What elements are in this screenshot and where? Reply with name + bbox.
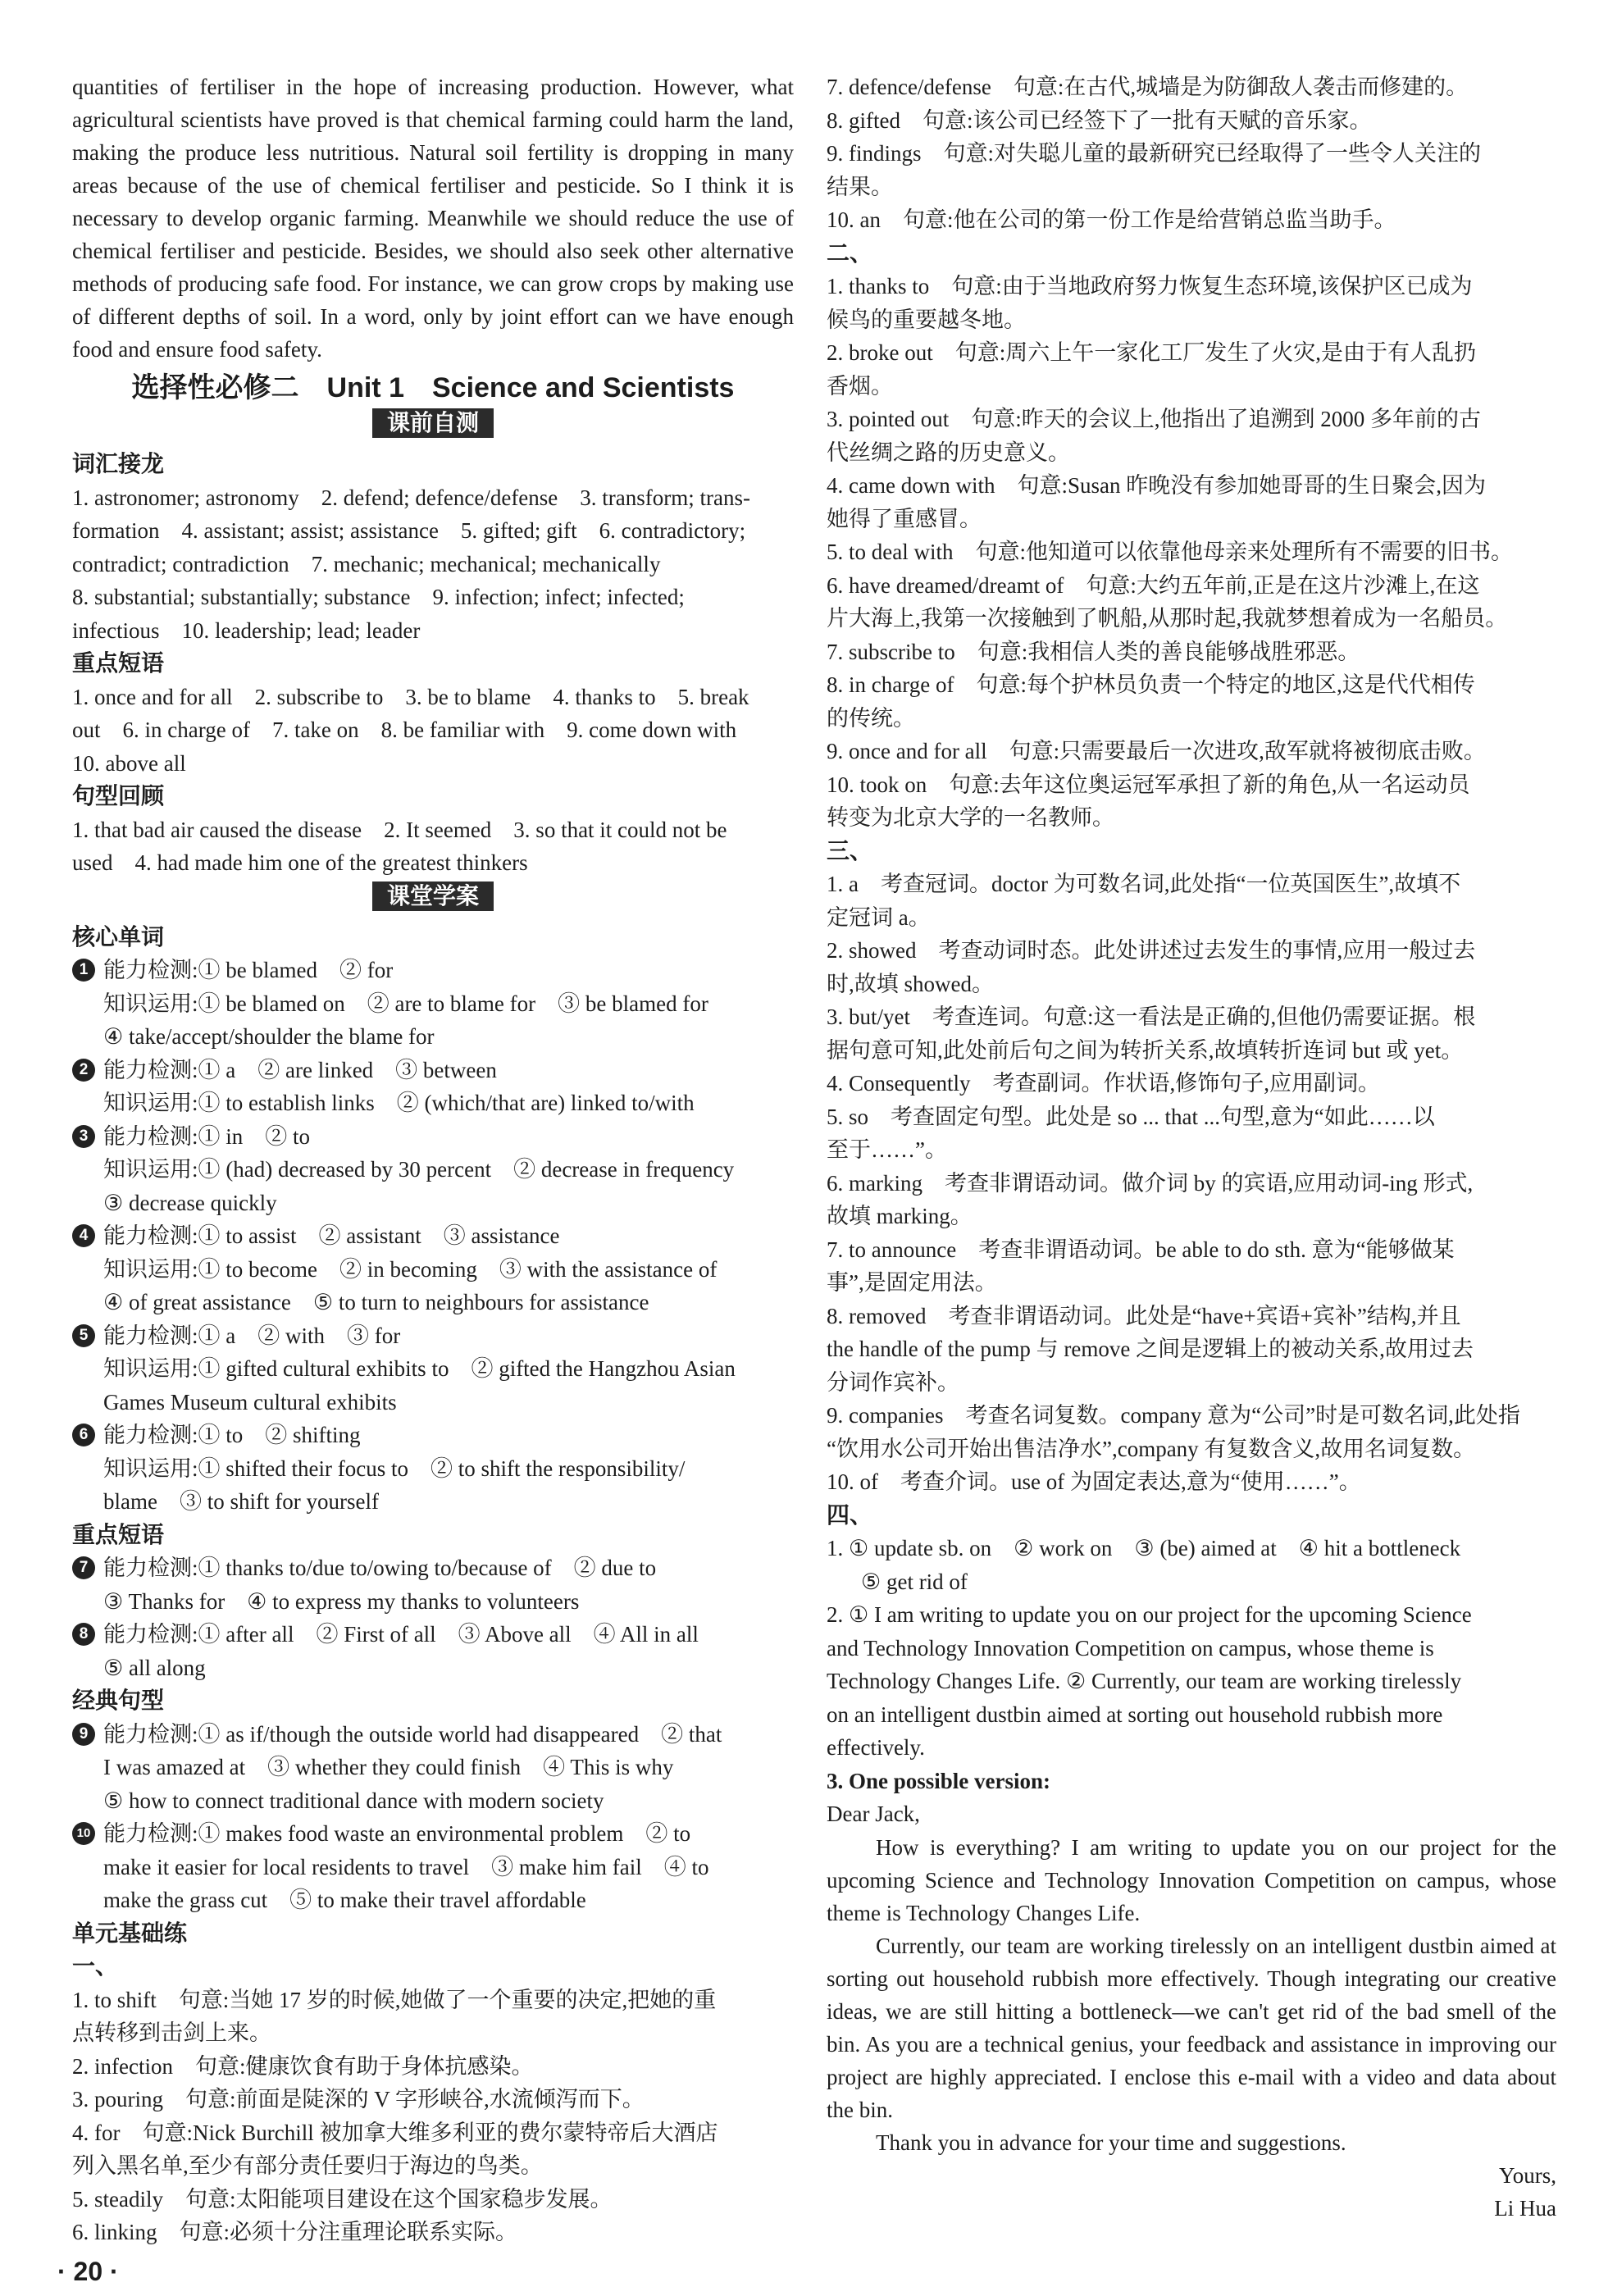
answer-line: 5. to deal with 句意:他知道可以依靠他母亲来处理所有不需要的旧书。 bbox=[827, 540, 1513, 564]
core-item-line: blame ③ to shift for yourself bbox=[103, 1489, 379, 1514]
answer-line: 分词作宾补。 bbox=[827, 1369, 959, 1395]
classic-item-line: I was amazed at ③ whether they could finish ④ This is why bbox=[103, 1755, 674, 1779]
answer-line: 片大海上,我第一次接触到了帆船,从那时起,我就梦想着成为一名船员。 bbox=[827, 606, 1508, 631]
answer-line: 2. infection 句意:健康饮食有助于身体抗感染。 bbox=[72, 2053, 534, 2079]
core-item-line: 知识运用:① to become ② in becoming ③ with the assistance of bbox=[103, 1256, 718, 1282]
letter-greeting: Dear Jack, bbox=[827, 1802, 920, 1826]
classic-item-line: ⑤ how to connect traditional dance with modern society bbox=[103, 1788, 604, 1813]
answer-line: 7. to announce 考查非谓语动词。be able to do sth. 意为“能够做某 bbox=[827, 1237, 1455, 1262]
phrases-line: 1. once and for all 2. subscribe to 3. be to blame 4. thanks to 5. break bbox=[72, 684, 749, 709]
answer-line: and Technology Innovation Competition on campus, whose theme is bbox=[827, 1635, 1434, 1660]
sentence-list bbox=[72, 813, 794, 880]
sentence-line: used 4. had made him one of the greatest thinkers bbox=[72, 850, 528, 875]
answer-line: 代丝绸之路的历史意义。 bbox=[827, 440, 1070, 465]
core-item-line: 知识运用:① shifted their focus to ② to shift the responsibility/ bbox=[103, 1456, 686, 1481]
answer-line: 6. have dreamed/dreamt of 句意:大约五年前,正是在这片沙滩上,在这 bbox=[827, 572, 1480, 598]
number-badge: 10 bbox=[72, 1822, 95, 1845]
core-item bbox=[72, 1219, 794, 1319]
section-one-list bbox=[72, 1984, 794, 2249]
core-item-line: 知识运用:① be blamed on ② are to blame for ③ be blamed for bbox=[103, 991, 708, 1016]
vocab-line: infectious 10. leadership; lead; leader bbox=[72, 617, 421, 643]
answer-line: “饮用水公司开始出售洁净水”,company 有复数含义,故用名词复数。 bbox=[827, 1436, 1476, 1461]
answer-line: 时,故填 showed。 bbox=[827, 971, 994, 996]
number-badge: 1 bbox=[72, 959, 95, 982]
answer-line: 7. subscribe to 句意:我相信人类的善良能够战胜邪恶。 bbox=[827, 639, 1360, 664]
section-three-list bbox=[827, 868, 1556, 1499]
number-badge: 5 bbox=[72, 1324, 95, 1347]
answer-line: 10. an 句意:他在公司的第一份工作是给营销总监当助手。 bbox=[827, 207, 1396, 232]
section-three-label: 三、 bbox=[827, 837, 873, 863]
core-item-line: Games Museum cultural exhibits bbox=[103, 1389, 397, 1414]
classic-item bbox=[72, 1718, 794, 1818]
letter-closing: Yours, bbox=[1498, 2162, 1556, 2188]
answer-line: 5. steadily 句意:太阳能项目建设在这个国家稳步发展。 bbox=[72, 2186, 613, 2212]
phrases-heading: 重点短语 bbox=[72, 650, 165, 676]
classic-item-line: make the grass cut ⑤ to make their travel affordable bbox=[103, 1888, 586, 1912]
phrase-item-line: 能力检测:① thanks to/due to/owing to/because of ② due to bbox=[103, 1556, 657, 1580]
unit-title: 选择性必修二 Unit 1 Science and Scientists bbox=[131, 372, 735, 403]
banner-in-class bbox=[72, 882, 794, 918]
answer-line: 10. of 考查介词。use of 为固定表达,意为“使用……”。 bbox=[827, 1469, 1361, 1494]
number-badge: 2 bbox=[72, 1059, 95, 1082]
classic-item-line: 能力检测:① as if/though the outside world had disappeared ② that bbox=[103, 1721, 722, 1747]
answer-line: 9. companies 考查名词复数。company 意为“公司”时是可数名词,此处指 bbox=[827, 1403, 1520, 1428]
section-four-part1 bbox=[827, 1532, 1556, 1598]
answer-line: on an intelligent dustbin aimed at sorting out household rubbish more bbox=[827, 1702, 1443, 1727]
vocab-line: formation 4. assistant; assist; assistance 5. gifted; gift 6. contradictory; bbox=[72, 518, 746, 543]
answer-line: 点转移到击剑上来。 bbox=[72, 2020, 271, 2045]
core-item-line: 知识运用:① (had) decreased by 30 percent ② decrease in frequency bbox=[103, 1157, 735, 1182]
answer-line: 香烟。 bbox=[827, 373, 893, 399]
core-item bbox=[72, 1319, 794, 1419]
answer-line: 3. pouring 句意:前面是陡深的 V 字形峡谷,水流倾泻而下。 bbox=[72, 2087, 645, 2112]
core-words-heading: 核心单词 bbox=[72, 923, 165, 950]
answer-line: Technology Changes Life. ② Currently, our team are working tirelessly bbox=[827, 1669, 1462, 1693]
classic-item-line: make it easier for local residents to travel ③ make him fail ④ to bbox=[103, 1854, 709, 1879]
answer-line: 4. Consequently 考查副词。作状语,修饰句子,应用副词。 bbox=[827, 1071, 1380, 1096]
number-badge: 7 bbox=[72, 1556, 95, 1579]
unit-basic-heading: 单元基础练 bbox=[72, 1920, 188, 1946]
answer-line: 的传统。 bbox=[827, 705, 915, 731]
core-item-line: 能力检测:① to assist ② assistant ③ assistance bbox=[103, 1223, 560, 1248]
left-column bbox=[72, 71, 794, 2249]
core-item bbox=[72, 954, 794, 1054]
phrase-item-line: 能力检测:① after all ② First of all ③ Above all ④ All in all bbox=[103, 1622, 699, 1647]
answer-line: 5. so 考查固定句型。此处是 so ... that ...句型,意为“如此……以 bbox=[827, 1104, 1435, 1129]
letter-paragraph: Currently, our team are working tirelessly on an intelligent dustbin aimed at sorting out household rubbish more effectively. Though integrating our creative ideas, we are still hitting a bottleneck—we can't get rid of the bad smell of the bin. As you are a technical genius, your feedback and assistance in improving our project are highly appreciated. I enclose this e-mail with a video and data about the bin. bbox=[827, 1933, 1556, 2122]
answer-line: 3. pointed out 句意:昨天的会议上,他指出了追溯到 2000 多年前的古 bbox=[827, 407, 1481, 431]
answer-line: 1. to shift 句意:当她 17 岁的时候,她做了一个重要的决定,把她的重 bbox=[72, 1987, 717, 2012]
answer-line: 1. thanks to 句意:由于当地政府努力恢复生态环境,该保护区已成为 bbox=[827, 274, 1473, 298]
answer-line: 4. for 句意:Nick Burchill 被加拿大维多利亚的费尔蒙特帝后大酒店 bbox=[72, 2120, 718, 2145]
answer-line: 候鸟的重要越冬地。 bbox=[827, 307, 1026, 332]
vocab-heading: 词汇接龙 bbox=[72, 451, 165, 476]
answer-line: 8. removed 考查非谓语动词。此处是“have+宾语+宾补”结构,并且 bbox=[827, 1303, 1461, 1328]
answer-line: 转变为北京大学的一名教师。 bbox=[827, 805, 1114, 830]
section-four-part3-heading: 3. One possible version: bbox=[827, 1768, 1051, 1793]
section-four-label: 四、 bbox=[827, 1501, 873, 1528]
answer-line: 3. but/yet 考查连词。句意:这一看法是正确的,但他仍需要证据。根 bbox=[827, 1004, 1476, 1029]
phrases-list bbox=[72, 681, 794, 781]
core-item-line: 知识运用:① gifted cultural exhibits to ② gifted the Hangzhou Asian bbox=[103, 1356, 736, 1381]
banner-pre-class bbox=[72, 408, 794, 444]
classic-item bbox=[72, 1817, 794, 1917]
classic-sentences-heading: 经典句型 bbox=[72, 1688, 165, 1713]
answer-line: 她得了重感冒。 bbox=[827, 506, 982, 531]
answer-line: 事”,是固定用法。 bbox=[827, 1270, 997, 1295]
sentence-heading: 句型回顾 bbox=[72, 783, 165, 809]
answer-line: effectively. bbox=[827, 1735, 925, 1760]
section-two-label: 二、 bbox=[827, 239, 873, 266]
phrase-item bbox=[72, 1551, 794, 1618]
vocab-line: 1. astronomer; astronomy 2. defend; defence/defense 3. transform; trans- bbox=[72, 485, 750, 510]
core-item-line: 能力检测:① be blamed ② for bbox=[103, 958, 394, 982]
answer-line: 据句意可知,此处前后句之间为转折关系,故填转折连词 but 或 yet。 bbox=[827, 1037, 1464, 1063]
phrases-line: out 6. in charge of 7. take on 8. be familiar with 9. come down with bbox=[72, 718, 737, 742]
core-item-line: ④ of great assistance ⑤ to turn to neighbours for assistance bbox=[103, 1290, 649, 1314]
core-item-line: 能力检测:① a ② are linked ③ between bbox=[103, 1057, 497, 1082]
core-item-line: ④ take/accept/shoulder the blame for bbox=[103, 1024, 435, 1049]
answer-line: 列入黑名单,至少有部分责任要归于海边的鸟类。 bbox=[72, 2153, 543, 2178]
answer-line: 1. a 考查冠词。doctor 为可数名词,此处指“一位英国医生”,故填不 bbox=[827, 872, 1461, 896]
core-item bbox=[72, 1120, 794, 1220]
banner-pre-class-label: 课前自测 bbox=[372, 408, 494, 438]
answer-line: 8. gifted 句意:该公司已经签下了一批有天赋的音乐家。 bbox=[827, 107, 1372, 133]
answer-line: 2. ① I am writing to update you on our project for the upcoming Science bbox=[827, 1602, 1472, 1627]
answer-line: 至于……”。 bbox=[827, 1137, 947, 1162]
answer-line: 9. once and for all 句意:只需要最后一次进攻,敌军就将被彻底击败。 bbox=[827, 739, 1486, 763]
answer-line: 2. showed 考查动词时态。此处讲述过去发生的事情,应用一般过去 bbox=[827, 938, 1476, 963]
answer-line: 6. marking 考查非谓语动词。做介词 by 的宾语,应用动词-ing 形式, bbox=[827, 1170, 1474, 1196]
vocab-line: 8. substantial; substantially; substance 9. infection; infect; infected; bbox=[72, 585, 685, 609]
letter-paragraph: Thank you in advance for your time and suggestions. bbox=[876, 2130, 1346, 2155]
intro-paragraph: quantities of fertiliser in the hope of increasing production. However, what agricultural scientists have proved is that chemical farming could harm the land, making the produce less nutritious. Natural soil fertility is dropping in many areas because of the use of chemical fertiliser and pesticide. So I think it is necessary to develop organic farming. Meanwhile we should reduce the use of chemical fertiliser and pesticide. Besides, we should also seek other alternative methods of producing safe food. For instance, we can grow crops by making use of different depths of soil. In a word, only by joint effort can we have enough food and ensure food safety. bbox=[72, 75, 794, 362]
answer-line: 故填 marking。 bbox=[827, 1204, 973, 1228]
core-item-line: 能力检测:① in ② to bbox=[103, 1123, 311, 1149]
core-item-line: 能力检测:① a ② with ③ for bbox=[103, 1323, 401, 1348]
answer-line: 定冠词 a。 bbox=[827, 904, 931, 930]
page-number: · 20 · bbox=[57, 2257, 119, 2286]
number-badge: 4 bbox=[72, 1224, 95, 1247]
phrase-item bbox=[72, 1618, 794, 1684]
answer-line: ⑤ get rid of bbox=[861, 1569, 968, 1594]
core-item-line: 能力检测:① to ② shifting bbox=[103, 1423, 361, 1447]
sentence-line: 1. that bad air caused the disease 2. It seemed 3. so that it could not be bbox=[72, 817, 727, 842]
section-one-label: 一、 bbox=[72, 1953, 119, 1979]
banner-in-class-label: 课堂学案 bbox=[372, 882, 494, 911]
right-column bbox=[827, 71, 1556, 2225]
answer-line: 4. came down with 句意:Susan 昨晚没有参加她哥哥的生日聚会,因为 bbox=[827, 473, 1486, 498]
phrase-item-line: ⑤ all along bbox=[103, 1655, 206, 1680]
answer-line: 6. linking 句意:必须十分注重理论联系实际。 bbox=[72, 2220, 518, 2244]
phrases-line: 10. above all bbox=[72, 750, 186, 776]
number-badge: 3 bbox=[72, 1125, 95, 1148]
answer-line: 1. ① update sb. on ② work on ③ (be) aimed at ④ hit a bottleneck bbox=[827, 1536, 1461, 1560]
answer-line: the handle of the pump 与 remove 之间是逻辑上的被动关系,故用过去 bbox=[827, 1337, 1474, 1361]
letter-paragraph: How is everything? I am writing to update you on our project for the upcoming Science and Technology Innovation Competition on campus, whose theme is Technology Changes Life. bbox=[827, 1834, 1556, 1925]
core-item-line: 知识运用:① to establish links ② (which/that are) linked to/with bbox=[103, 1091, 695, 1115]
number-badge: 8 bbox=[72, 1623, 95, 1646]
section-two-list bbox=[827, 270, 1556, 835]
answer-line: 结果。 bbox=[827, 174, 893, 199]
answer-line: 8. in charge of 句意:每个护林员负责一个特定的地区,这是代代相传 bbox=[827, 672, 1475, 697]
core-item bbox=[72, 1054, 794, 1120]
letter-signature: Li Hua bbox=[1494, 2196, 1556, 2221]
core-item-line: ③ decrease quickly bbox=[103, 1190, 277, 1215]
core-item bbox=[72, 1419, 794, 1519]
classic-item-line: 能力检测:① makes food waste an environmental problem ② to bbox=[103, 1821, 691, 1846]
answer-line: 9. findings 句意:对失聪儿童的最新研究已经取得了一些令人关注的 bbox=[827, 141, 1482, 166]
section-one-continued bbox=[827, 71, 1556, 237]
answer-line: 2. broke out 句意:周六上午一家化工厂发生了火灾,是由于有人乱扔 bbox=[827, 340, 1476, 365]
vocab-list bbox=[72, 481, 794, 648]
key-phrases-heading: 重点短语 bbox=[72, 1521, 165, 1547]
number-badge: 6 bbox=[72, 1424, 95, 1446]
vocab-line: contradict; contradiction 7. mechanic; mechanical; mechanically bbox=[72, 551, 661, 576]
answer-line: 10. took on 句意:去年这位奥运冠军承担了新的角色,从一名运动员 bbox=[827, 772, 1470, 797]
number-badge: 9 bbox=[72, 1723, 95, 1746]
answer-line: 7. defence/defense 句意:在古代,城墙是为防御敌人袭击而修建的。 bbox=[827, 75, 1469, 99]
phrase-item-line: ③ Thanks for ④ to express my thanks to volunteers bbox=[103, 1588, 580, 1614]
section-four-part2 bbox=[827, 1598, 1556, 1765]
